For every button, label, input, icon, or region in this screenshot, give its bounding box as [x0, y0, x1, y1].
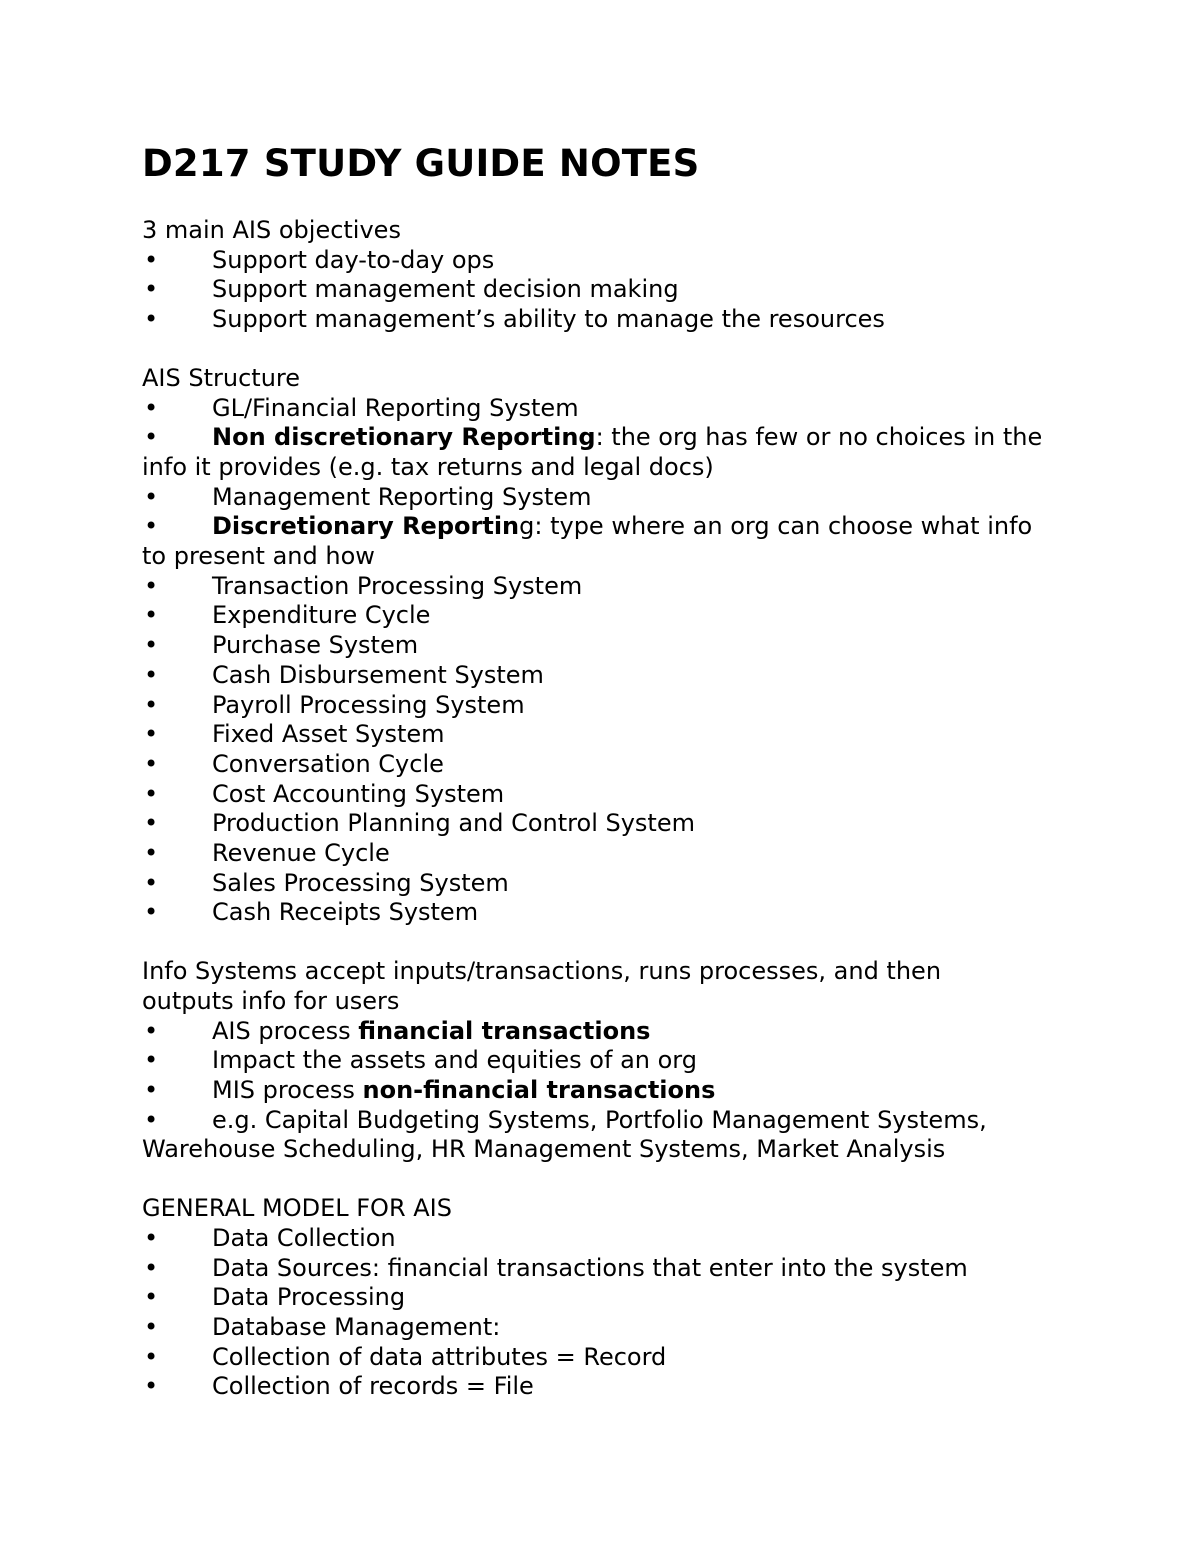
list-item — [142, 661, 1062, 691]
term-bold: non-financial transactions — [362, 1075, 716, 1104]
document-body — [142, 216, 1062, 1402]
general-model-heading: GENERAL MODEL FOR AIS — [142, 1194, 452, 1223]
list-item-text: Support day-to-day ops — [212, 245, 495, 274]
bullet-icon: • — [144, 1105, 159, 1134]
bullet-icon: • — [144, 245, 159, 274]
list-item-text: Expenditure Cycle — [212, 601, 431, 630]
info-systems-intro-line-1: Info Systems accept inputs/transactions, runs processes, and then — [142, 957, 942, 986]
paragraph-gap — [142, 928, 1062, 957]
bullet-icon: • — [144, 631, 159, 660]
bullet-icon: • — [144, 839, 159, 868]
list-item — [142, 1017, 1062, 1047]
bullet-icon: • — [144, 601, 159, 630]
bullet-icon: • — [144, 482, 159, 511]
term-bold: Non discretionary Reporting — [212, 423, 596, 452]
list-item-text: GL/Financial Reporting System — [212, 393, 579, 422]
list-item — [142, 601, 1062, 631]
list-item — [142, 809, 1062, 839]
term-bold: Discretionary Reportin — [212, 512, 520, 541]
list-item-text: Management Reporting System — [212, 482, 592, 511]
bullet-icon: • — [144, 305, 159, 334]
bullet-icon: • — [144, 1283, 159, 1312]
bullet-icon: • — [144, 1075, 159, 1104]
bullet-icon: • — [144, 898, 159, 927]
list-item — [142, 720, 1062, 750]
bullet-icon: • — [144, 660, 159, 689]
list-item-text: Conversation Cycle — [212, 749, 444, 778]
list-item — [142, 1343, 1062, 1373]
bullet-icon: • — [144, 1342, 159, 1371]
bullet-icon: • — [144, 1372, 159, 1401]
list-item-text: Cost Accounting System — [212, 779, 505, 808]
document-title: D217 STUDY GUIDE NOTES — [142, 142, 700, 185]
list-item — [142, 305, 1062, 335]
list-item-text: Cash Disbursement System — [212, 660, 544, 689]
term-bold: financial transactions — [358, 1016, 651, 1045]
bullet-icon: • — [144, 809, 159, 838]
bullet-icon: • — [144, 1016, 159, 1045]
info-systems-intro-line-2: outputs info for users — [142, 986, 400, 1015]
list-item-text: Collection of records = File — [212, 1372, 534, 1401]
list-item-text: Collection of data attributes = Record — [212, 1342, 667, 1371]
list-item-text: Fixed Asset System — [212, 720, 445, 749]
objectives-heading: 3 main AIS objectives — [142, 216, 401, 244]
list-item — [142, 1372, 1062, 1402]
list-item-text: Data Processing — [212, 1283, 406, 1312]
bullet-icon: • — [144, 275, 159, 304]
list-item-text: Production Planning and Control System — [212, 809, 695, 838]
list-item — [142, 275, 1062, 305]
list-item-wrapped — [142, 1106, 1062, 1165]
list-item — [142, 869, 1062, 899]
bullet-icon: • — [144, 1253, 159, 1282]
list-item-text: Purchase System — [212, 631, 419, 660]
list-item-wrapped — [142, 512, 1062, 571]
bullet-icon: • — [144, 1312, 159, 1341]
term-definition: : the org has few or no choices in the info it provides (e.g. tax returns and legal docs) — [142, 423, 1043, 481]
list-item-text: Sales Processing System — [212, 868, 509, 897]
list-item — [142, 1313, 1062, 1343]
list-item-text: Data Sources: financial transactions that enter into the system — [212, 1253, 968, 1282]
bullet-icon: • — [144, 779, 159, 808]
list-item-text: Database Management: — [212, 1312, 501, 1341]
paragraph-gap — [142, 335, 1062, 364]
structure-heading: AIS Structure — [142, 363, 301, 392]
list-item — [142, 1046, 1062, 1076]
bullet-icon: • — [144, 1223, 159, 1252]
term-definition: g: type where an org can choose what info to present and how — [142, 512, 1033, 571]
list-item-wrapped — [142, 423, 1062, 482]
bullet-icon: • — [144, 749, 159, 778]
list-item — [142, 1224, 1062, 1254]
list-item-text: MIS process — [212, 1075, 363, 1104]
list-item — [142, 780, 1062, 810]
list-item — [142, 1254, 1062, 1284]
paragraph-gap — [142, 1165, 1062, 1194]
list-item-text: e.g. Capital Budgeting Systems, Portfolio Management Systems, Warehouse Scheduling, HR Management Systems, Market Analysis — [142, 1105, 987, 1164]
bullet-icon: • — [144, 690, 159, 719]
list-item-text: Support management decision making — [212, 275, 679, 304]
list-item — [142, 394, 1062, 424]
list-item-text: Payroll Processing System — [212, 690, 525, 719]
list-item-text: Revenue Cycle — [212, 839, 390, 868]
bullet-icon: • — [144, 868, 159, 897]
list-item — [142, 839, 1062, 869]
bullet-icon: • — [144, 423, 159, 452]
list-item — [142, 483, 1062, 513]
list-item — [142, 246, 1062, 276]
list-item — [142, 691, 1062, 721]
list-item — [142, 898, 1062, 928]
bullet-icon: • — [144, 512, 159, 541]
bullet-icon: • — [144, 720, 159, 749]
list-item — [142, 750, 1062, 780]
bullet-icon: • — [144, 1046, 159, 1075]
list-item-text: Support management’s ability to manage the resources — [212, 305, 885, 334]
bullet-icon: • — [144, 571, 159, 600]
bullet-icon: • — [144, 393, 159, 422]
list-item — [142, 572, 1062, 602]
list-item-text: Transaction Processing System — [212, 571, 583, 600]
list-item-text: Data Collection — [212, 1223, 396, 1252]
list-item — [142, 631, 1062, 661]
list-item-text: AIS process — [212, 1016, 359, 1045]
list-item — [142, 1076, 1062, 1106]
list-item-text: Cash Receipts System — [212, 898, 479, 927]
list-item — [142, 1283, 1062, 1313]
list-item-text: Impact the assets and equities of an org — [212, 1046, 697, 1075]
